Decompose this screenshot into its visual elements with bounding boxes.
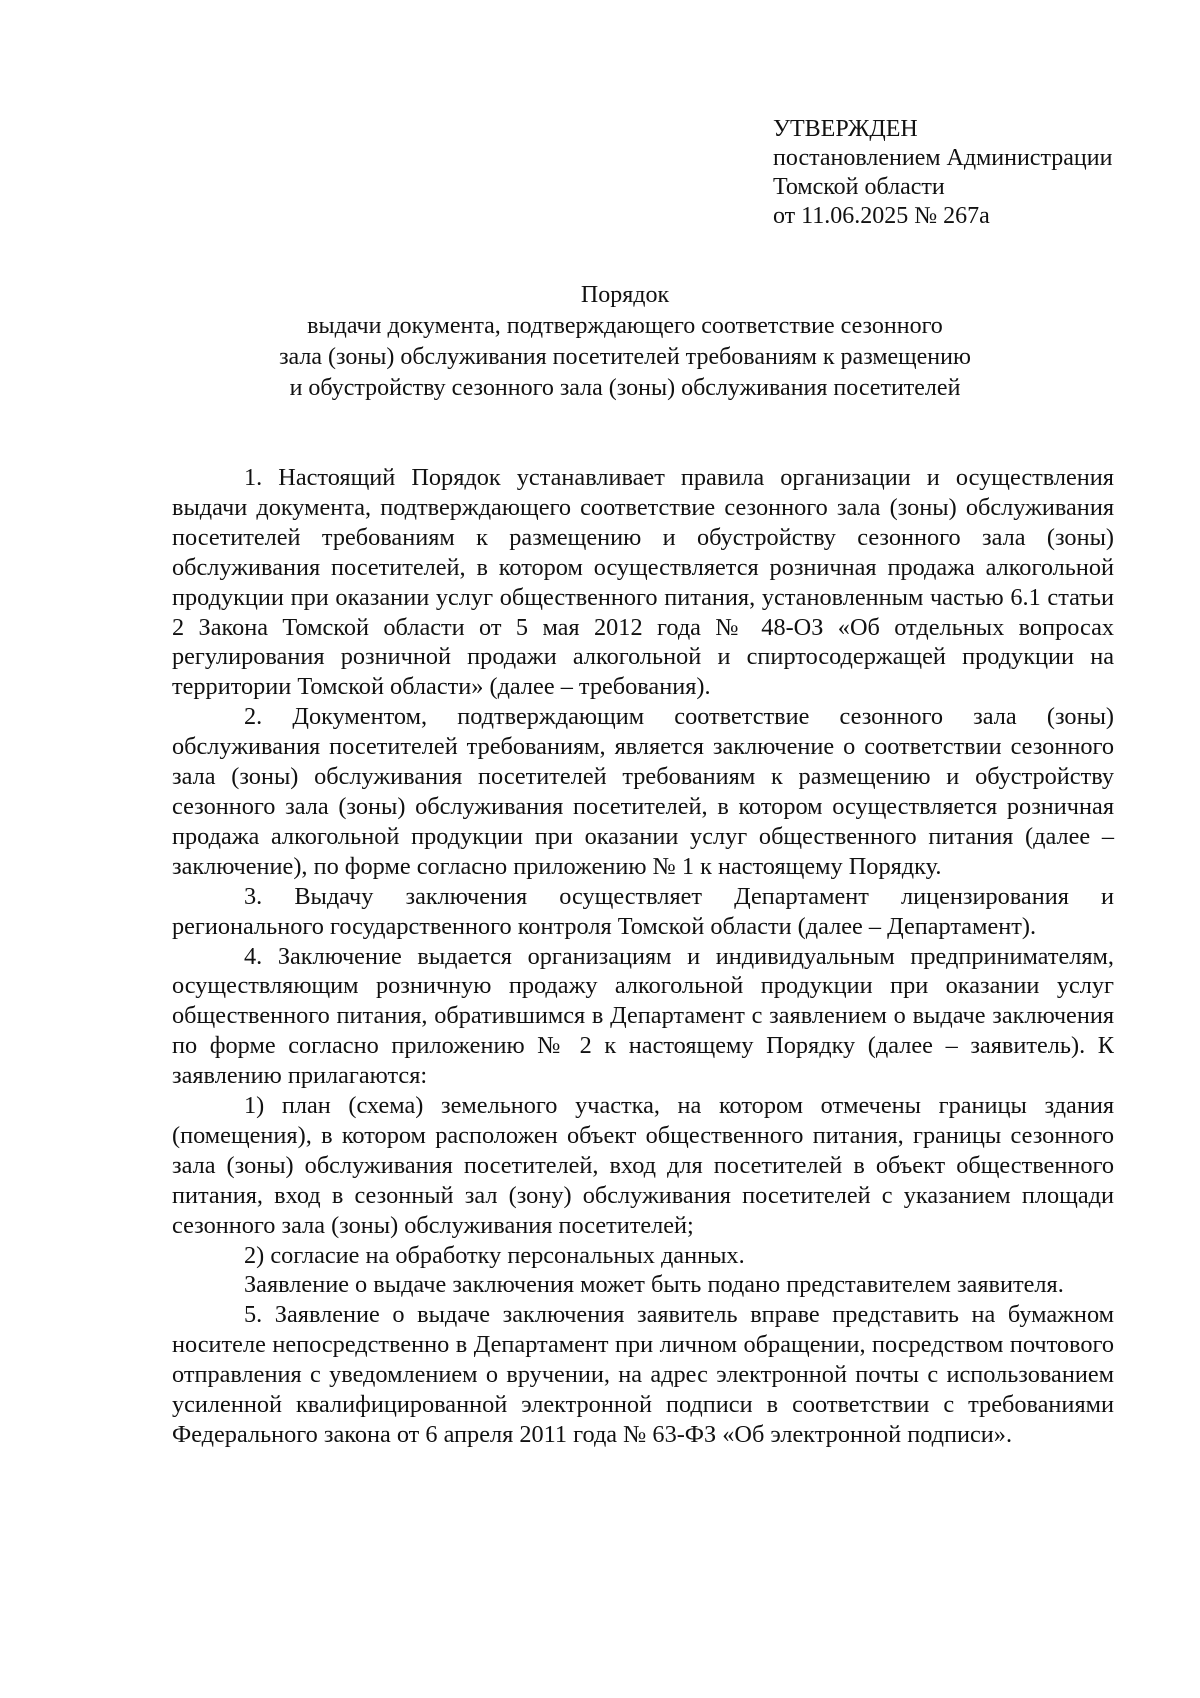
title-line: зала (зоны) обслуживания посетителей требованиям к размещению: [279, 344, 971, 370]
approval-date-number: от 11.06.2025 № 267а: [773, 203, 990, 229]
approval-stamp: [773, 115, 1112, 231]
approval-region: Томской области: [773, 174, 945, 200]
approval-authority: постановлением Администрации: [773, 145, 1113, 171]
paragraph-representative: Заявление о выдаче заключения может быть подано представителем заявителя.: [244, 1271, 1064, 1299]
paragraph-1: 1. Настоящий Порядок устанавливает правила организации и осуществления выдачи документа, подтверждающего соответствие сезонного зала (зоны) обслуживания посетителей требованиям к размещению и обустройству сезонного зала (зоны) обслуживания посетителей, в котором осуществляется розничная продажа алкогольной продукции при оказании услуг общественного питания, установленным частью 6.1 статьи 2 Закона Томской области от 5 мая 2012 года № 48-ОЗ «Об отдельных вопросах регулирования розничной продажи алкогольной и спиртосодержащей продукции на территории Томской области» (далее – требования).: [172, 464, 1114, 701]
approval-heading: УТВЕРЖДЕН: [773, 116, 918, 142]
paragraph-2: 2. Документом, подтверждающим соответствие сезонного зала (зоны) обслуживания посетителей требованиям, является заключение о соответствии сезонного зала (зоны) обслуживания посетителей требованиям к размещению и обустройству сезонного зала (зоны) обслуживания посетителей, в котором осуществляется розничная продажа алкогольной продукции при оказании услуг общественного питания (далее – заключение), по форме согласно приложению № 1 к настоящему Порядку.: [172, 703, 1114, 880]
document-body: [172, 463, 1114, 1450]
title-line: выдачи документа, подтверждающего соответствие сезонного: [307, 313, 943, 339]
paragraph-5: 5. Заявление о выдаче заключения заявитель вправе представить на бумажном носителе непосредственно в Департамент при личном обращении, посредством почтового отправления с уведомлением о вручении, на адрес электронной почты с использованием усиленной квалифицированной электронной подписи в соответствии с требованиями Федерального закона от 6 апреля 2011 года № 63-ФЗ «Об электронной подписи».: [172, 1301, 1114, 1448]
paragraph-4-item-2: 2) согласие на обработку персональных данных.: [244, 1241, 745, 1269]
document-title: [200, 280, 1050, 404]
paragraph-3: 3. Выдачу заключения осуществляет Департамент лицензирования и регионального государственного контроля Томской области (далее – Департамент).: [172, 882, 1114, 940]
paragraph-4: 4. Заключение выдается организациям и индивидуальным предпринимателям, осуществляющим розничную продажу алкогольной продукции при оказании услуг общественного питания, обратившимся в Департамент с заявлением о выдаче заключения по форме согласно приложению № 2 к настоящему Порядку (далее – заявитель). К заявлению прилагаются:: [172, 942, 1114, 1090]
title-heading: Порядок: [580, 282, 670, 308]
paragraph-4-item-1: 1) план (схема) земельного участка, на котором отмечены границы здания (помещения), в котором расположен объект общественного питания, границы сезонного зала (зоны) обслуживания посетителей, вход для посетителей в объект общественного питания, вход в сезонный зал (зону) обслуживания посетителей с указанием площади сезонного зала (зоны) обслуживания посетителей;: [172, 1092, 1114, 1239]
title-line: и обустройству сезонного зала (зоны) обслуживания посетителей: [289, 375, 961, 401]
